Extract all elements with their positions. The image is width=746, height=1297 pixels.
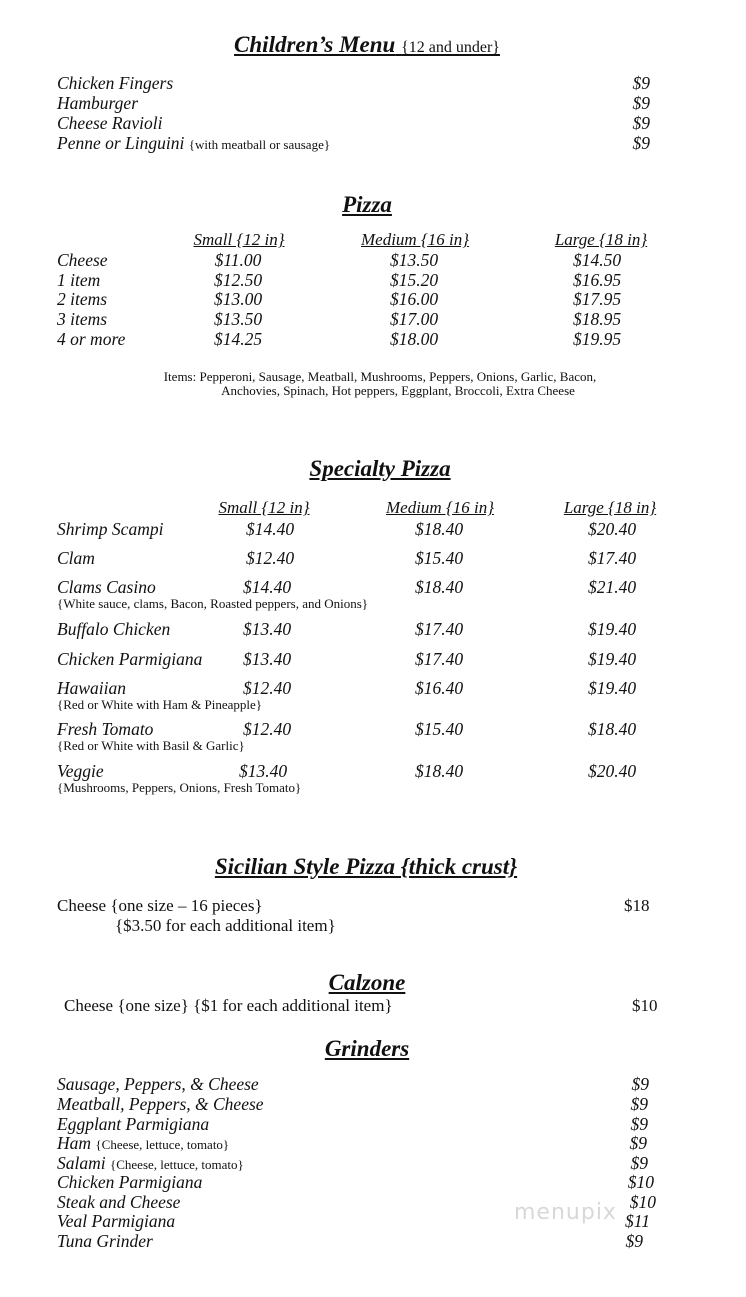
calzone-price: $10: [632, 996, 658, 1015]
specialty-row-name: Clam: [57, 548, 95, 568]
pizza-price: $18.95: [572, 309, 622, 329]
specialty-price: $21.40: [587, 577, 637, 597]
pizza-price: $12.50: [213, 270, 263, 290]
children-item: [57, 113, 162, 133]
specialty-pizza-title: Specialty Pizza: [309, 456, 451, 481]
pizza-price: $13.50: [213, 309, 263, 329]
specialty-price: $17.40: [587, 548, 637, 568]
pizza-price: $13.00: [213, 289, 263, 309]
grinders-item: [57, 1231, 153, 1251]
pizza-title: Pizza: [342, 192, 392, 217]
sicilian-line-1: Cheese {one size – 16 pieces}: [57, 896, 263, 915]
item-price: $9: [632, 73, 650, 93]
size-header: Large {18 in}: [563, 498, 657, 517]
specialty-price: $15.40: [414, 548, 464, 568]
pizza-price: $16.00: [389, 289, 439, 309]
specialty-row-name: Veggie: [57, 761, 104, 781]
specialty-price: $17.40: [414, 649, 464, 669]
specialty-price: $15.40: [414, 719, 464, 739]
specialty-price: $12.40: [242, 678, 292, 698]
item-name: Eggplant Parmigiana: [57, 1114, 210, 1134]
childrens-menu-title: [234, 32, 500, 61]
pizza-row-name: 3 items: [57, 309, 108, 329]
item-price: $10: [627, 1172, 654, 1192]
pizza-price: $16.95: [572, 270, 622, 290]
specialty-price: $13.40: [242, 649, 292, 669]
size-header: Large {18 in}: [554, 230, 648, 249]
item-name: Tuna Grinder: [57, 1231, 153, 1251]
size-header: Small {12 in}: [218, 498, 310, 517]
specialty-price: $12.40: [245, 548, 295, 568]
specialty-row-name: Fresh Tomato: [57, 719, 154, 739]
grinders-title: Grinders: [324, 1036, 410, 1061]
grinders-item: [57, 1094, 264, 1114]
menupix-watermark: menupix: [514, 1200, 617, 1225]
specialty-price: $19.40: [587, 619, 637, 639]
specialty-price: $20.40: [587, 761, 637, 781]
item-name: Chicken Fingers: [57, 73, 174, 93]
specialty-row-name: Hawaiian: [57, 678, 127, 698]
item-name: Meatball, Peppers, & Cheese: [57, 1094, 264, 1114]
pizza-price: $13.50: [389, 250, 439, 270]
specialty-row-name: Shrimp Scampi: [57, 519, 164, 539]
sicilian-line-2: {$3.50 for each additional item}: [115, 916, 336, 935]
specialty-row-name: Clams Casino: [57, 577, 156, 597]
item-price: $9: [629, 1133, 647, 1153]
pizza-price: $18.00: [389, 329, 439, 349]
item-name: Penne or Linguini: [57, 133, 185, 153]
pizza-items-line-2: Anchovies, Spinach, Hot peppers, Eggplant, Broccoli, Extra Cheese: [221, 383, 575, 398]
specialty-price: $12.40: [242, 719, 292, 739]
grinders-item: [57, 1114, 209, 1134]
item-note: {with meatball or sausage}: [188, 137, 331, 152]
children-item: [57, 93, 138, 113]
specialty-price: $14.40: [242, 577, 292, 597]
pizza-items-line-1: Items: Pepperoni, Sausage, Meatball, Mushrooms, Peppers, Onions, Garlic, Bacon,: [163, 369, 597, 384]
item-name: Veal Parmigiana: [57, 1211, 176, 1231]
grinders-item: [57, 1172, 202, 1192]
item-note: {Cheese, lettuce, tomato}: [110, 1157, 244, 1172]
calzone-line: Cheese {one size} {$1 for each additional item}: [64, 996, 393, 1015]
specialty-row-note: {Red or White with Basil & Garlic}: [57, 738, 245, 753]
size-header: Small {12 in}: [193, 230, 285, 249]
pizza-price: $17.95: [572, 289, 622, 309]
specialty-price: $20.40: [587, 519, 637, 539]
specialty-price: $18.40: [414, 761, 464, 781]
specialty-price: $16.40: [414, 678, 464, 698]
item-name: Hamburger: [57, 93, 139, 113]
pizza-price: $15.20: [389, 270, 439, 290]
specialty-price: $14.40: [245, 519, 295, 539]
item-price: $9: [632, 133, 650, 153]
specialty-row-name: Chicken Parmigiana: [57, 649, 203, 669]
children-item: [57, 73, 173, 93]
item-price: $9: [625, 1231, 643, 1251]
pizza-row-name: Cheese: [57, 250, 108, 270]
item-price: $9: [631, 1074, 649, 1094]
grinders-item: [57, 1074, 259, 1094]
specialty-row-name: Buffalo Chicken: [57, 619, 171, 639]
pizza-row-name: 1 item: [57, 270, 101, 290]
specialty-price: $18.40: [414, 577, 464, 597]
title-text: Children’s Menu: [234, 32, 396, 57]
childrens-menu-subtitle: {12 and under}: [401, 39, 500, 56]
specialty-row-note: {Red or White with Ham & Pineapple}: [57, 697, 263, 712]
pizza-row-name: 4 or more: [57, 329, 126, 349]
pizza-price: $11.00: [214, 250, 262, 270]
specialty-price: $13.40: [242, 619, 292, 639]
children-item: [57, 133, 330, 155]
specialty-price: $13.40: [238, 761, 288, 781]
specialty-price: $18.40: [414, 519, 464, 539]
specialty-row-note: {White sauce, clams, Bacon, Roasted peppers, and Onions}: [57, 596, 369, 611]
specialty-price: $18.40: [587, 719, 637, 739]
pizza-price: $17.00: [389, 309, 439, 329]
grinders-item: [57, 1192, 180, 1212]
item-name: Cheese Ravioli: [57, 113, 163, 133]
item-name: Chicken Parmigiana: [57, 1172, 203, 1192]
calzone-title: Calzone: [328, 970, 406, 995]
sicilian-price: $18: [624, 896, 650, 915]
item-name: Salami: [57, 1153, 106, 1173]
item-name: Steak and Cheese: [57, 1192, 181, 1212]
item-price: $9: [630, 1094, 648, 1114]
item-name: Ham: [57, 1133, 92, 1153]
specialty-price: $19.40: [587, 649, 637, 669]
specialty-row-note: {Mushrooms, Peppers, Onions, Fresh Tomato}: [57, 780, 302, 795]
item-price: $11: [625, 1211, 650, 1231]
item-price: $10: [629, 1192, 656, 1212]
pizza-row-name: 2 items: [57, 289, 108, 309]
size-header: Medium {16 in}: [360, 230, 470, 249]
sicilian-pizza-title: Sicilian Style Pizza {thick crust}: [214, 854, 518, 879]
specialty-price: $19.40: [587, 678, 637, 698]
item-note: {Cheese, lettuce, tomato}: [95, 1137, 230, 1152]
pizza-price: $19.95: [572, 329, 622, 349]
specialty-price: $17.40: [414, 619, 464, 639]
item-price: $9: [632, 113, 650, 133]
pizza-price: $14.25: [213, 329, 263, 349]
item-price: $9: [632, 93, 650, 113]
item-name: Sausage, Peppers, & Cheese: [57, 1074, 259, 1094]
size-header: Medium {16 in}: [385, 498, 495, 517]
grinders-item: [57, 1211, 175, 1231]
grinders-item: [57, 1133, 229, 1155]
item-price: $9: [630, 1153, 648, 1173]
pizza-price: $14.50: [572, 250, 622, 270]
item-price: $9: [630, 1114, 648, 1134]
